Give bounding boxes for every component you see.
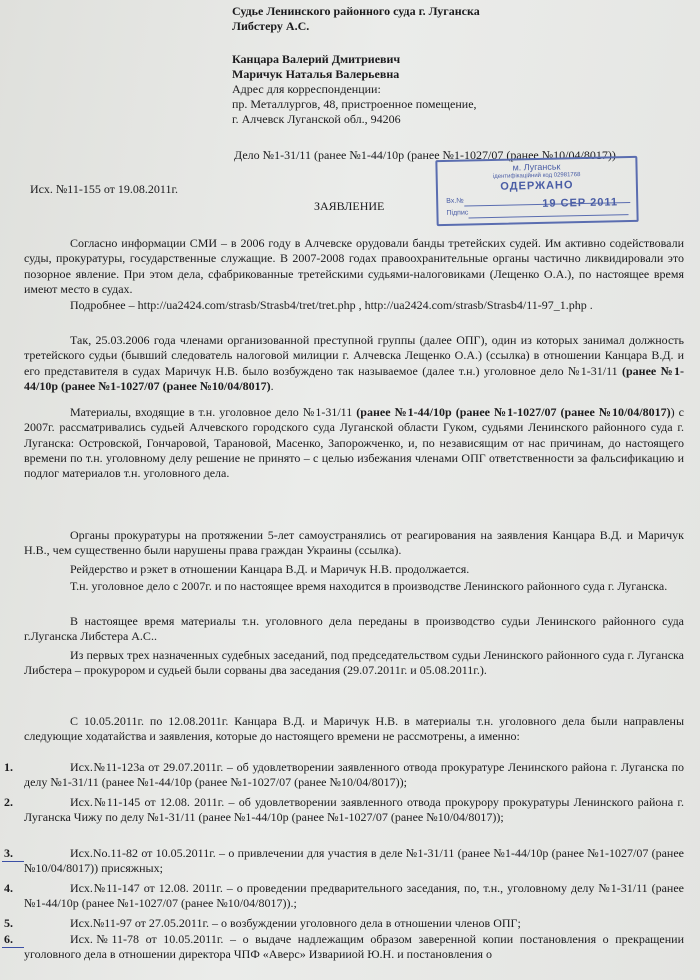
paragraph-text: Т.н. уголовное дело с 2007г. и по настоящее время находится в производстве Ленинского районного суда г. Луганска. bbox=[70, 579, 668, 593]
list-item-number: 2. bbox=[4, 795, 13, 809]
paragraph-opg bbox=[24, 333, 684, 394]
case-history-bold: (ранее №1-44/10р (ранее №1-1027/07 (ранее №10/04/8017) bbox=[24, 363, 684, 393]
paragraph-text-part: Так, 25.03.2006 года членами организованной преступной группы (далее ОПГ), один из которых занимал должность третейского судьи (бывший следователь налоговой милиции г. Алчевска Лещенко О.А.) (ссылка) в отношении Канцара В.Д. и его представителя в судах Маричук Н.В. было возбуждено так называемое (далее т.н.) уголовное дело №1-31/11 bbox=[24, 333, 684, 378]
paragraph-media bbox=[24, 236, 684, 297]
stamp-incoming-label: Вх.№ bbox=[446, 197, 464, 205]
list-item-number: 4. bbox=[4, 881, 13, 895]
paragraph-links bbox=[24, 298, 684, 313]
paragraph-case-since bbox=[24, 579, 684, 594]
paragraph-text-part: ) с 2007г. рассматривались судьей Алчевского городского суда Луганской области Гуком, судьями Ленинского районного суда г. Луганска: Островской, Гончаровой, Тарановой, Масенко, Запорожченко, и, по независящим от нас причинам, до настоящего времени по т.н. уголовному делу решение не принято – с целью избежания членами ОПГ ответственности за фальсификацию и подлог материалов т.н. уголовного дела. bbox=[24, 405, 684, 481]
paragraph-text bbox=[24, 333, 684, 394]
list-item-text: Исх.№11-97 от 27.05.2011г. – о возбуждении уголовного дела в отношении членов ОПГ; bbox=[70, 916, 521, 930]
list-item-text: Исх.№11-145 от 12.08. 2011г. – об удовлетворении заявленного отвода прокурору прокуратуры Ленинского района г. Луганска Чижу по делу №1-31/11 (ранее №1-44/10р (ранее №1-1027/07 (ранее №10/04/8017)); bbox=[24, 795, 684, 825]
addressee-court: Судье Ленинского районного суда г. Луганска bbox=[232, 4, 480, 18]
list-item-text: Исх.№11-147 от 12.08. 2011г. – о проведении предварительного заседания, по, т.н., уголовному делу №1-31/11 (ранее №1-44/10р (ранее №1-1027/07 (ранее №10/04/8017)).; bbox=[24, 881, 684, 911]
sender-name-1: Канцара Валерий Дмитриевич bbox=[232, 52, 401, 66]
paragraph-text: Органы прокуратуры на протяжении 5-лет самоустранялись от реагирования на заявления Канцара В.Д. и Маричук Н.В., чем существенно были нарушены права граждан Украины (ссылка). bbox=[24, 528, 684, 558]
paragraph-text: Подробнее – http://ua2424.com/strasb/Strasb4/tret/tret.php , http://ua2424.com/strasb/Strasb4/11-97_1.php . bbox=[70, 298, 593, 312]
list-item-text: Исх.№11-78 от 10.05.2011г. – о выдаче надлежащим образом заверенной копии постановления о прекращении уголовного дела в отношении директора ЧПФ «Аверс» Изварииой Ю.Н. и постановления о bbox=[24, 932, 684, 962]
list-item bbox=[24, 760, 684, 791]
stamp-city: м. Луганськ bbox=[512, 161, 561, 173]
paragraph-text-part: Материалы, входящие в т.н. уголовное дело №1-31/11 bbox=[70, 405, 357, 419]
document-title: ЗАЯВЛЕНИЕ bbox=[314, 199, 385, 213]
paragraph-text: Согласно информации СМИ – в 2006 году в Алчевске орудовали банды третейских судей. Им активно содействовали суды, прокуратуры, государственные служащие. В 2007-2008 годах правоохранительные органы частично ликвидировали это позорное явление. При этом дела, сфабрикованные третейскими судьями-налоговиками (Лещенко О.А.), по настоящее время имеют место в судах. bbox=[24, 236, 684, 296]
paragraph-transfer bbox=[24, 614, 684, 645]
list-item-number: 6. bbox=[4, 932, 13, 946]
paragraph-petitions bbox=[24, 714, 684, 745]
list-item bbox=[24, 916, 684, 931]
list-item bbox=[24, 795, 684, 826]
list-item bbox=[24, 932, 684, 963]
address-label: Адрес для корреспонденции: bbox=[232, 82, 381, 96]
list-item-number: 5. bbox=[4, 916, 13, 930]
stamp-date: 19 СЕР 2011 bbox=[542, 196, 619, 210]
list-item-text: Исх.№11-123а от 29.07.2011г. – об удовлетворении заявленного отвода прокуратуре Ленинского района г. Луганска по делу №1-31/11 (ранее №1-44/10р (ранее №1-1027/07 (ранее №10/04/8017)); bbox=[24, 760, 684, 790]
stamp-code: ідентифікаційний код 02981768 bbox=[492, 172, 581, 180]
handwritten-underline bbox=[2, 861, 24, 862]
case-history-bold: (ранее №1-44/10р (ранее №1-1027/07 (ранее №10/04/8017) bbox=[356, 405, 671, 419]
paragraph-text: С 10.05.2011г. по 12.08.2011г. Канцара В.Д. и Маричук Н.В. в материалы т.н. уголовного дела были направлены следующие ходатайства и заявления, которые до настоящего времени не рассмотрены, а именно: bbox=[24, 714, 684, 744]
stamp-underline bbox=[469, 214, 629, 218]
paragraph-text: Рейдерство и рэкет в отношении Канцара В.Д. и Маричук Н.В. продолжается. bbox=[70, 562, 470, 576]
stamp-received: ОДЕРЖАНО bbox=[500, 179, 574, 193]
paragraph-text-part: . bbox=[270, 378, 274, 393]
addressee-judge: Либстеру А.С. bbox=[232, 19, 310, 33]
handwritten-underline bbox=[2, 947, 24, 948]
address-line-1: пр. Металлургов, 48, пристроенное помещение, bbox=[232, 97, 477, 111]
list-item-number: 1. bbox=[4, 760, 13, 774]
list-item-number: 3. bbox=[4, 846, 13, 860]
paragraph-hearings bbox=[24, 648, 684, 679]
outgoing-number: Исх. №11-155 от 19.08.2011г. bbox=[30, 182, 179, 196]
paragraph-prosecution bbox=[24, 528, 684, 559]
list-item bbox=[24, 846, 684, 877]
received-stamp bbox=[435, 156, 638, 226]
paragraph-raiding bbox=[24, 562, 684, 577]
paragraph-text: Из первых трех назначенных судебных заседаний, под председательством судьи Ленинского районного суда г. Луганска Либстера – прокурором и судьей были сорваны два заседания (29.07.2011г. и 05.08.2011г.). bbox=[24, 648, 684, 678]
paragraph-text bbox=[24, 405, 684, 481]
stamp-signature-label: Підпис bbox=[446, 209, 469, 217]
list-item-text: Исх.No.11-82 от 10.05.2011г. – о привлечении для участия в деле №1-31/11 (ранее №1-44/10р (ранее №1-1027/07 (ранее №10/04/8017)) присяжных; bbox=[24, 846, 684, 876]
sender-name-2: Маричук Наталья Валерьевна bbox=[232, 67, 400, 81]
paragraph-text: В настоящее время материалы т.н. уголовного дела переданы в производство судьи Ленинского районного суда г.Луганска Либстера А.С.. bbox=[24, 614, 684, 644]
list-item bbox=[24, 881, 684, 912]
case-number: Дело №1-31/11 (ранее №1-44/10р (ранее №1-1027/07 (ранее №10/04/8017)) bbox=[234, 148, 616, 162]
paragraph-materials bbox=[24, 405, 684, 481]
address-line-2: г. Алчевск Луганской обл., 94206 bbox=[232, 112, 401, 126]
